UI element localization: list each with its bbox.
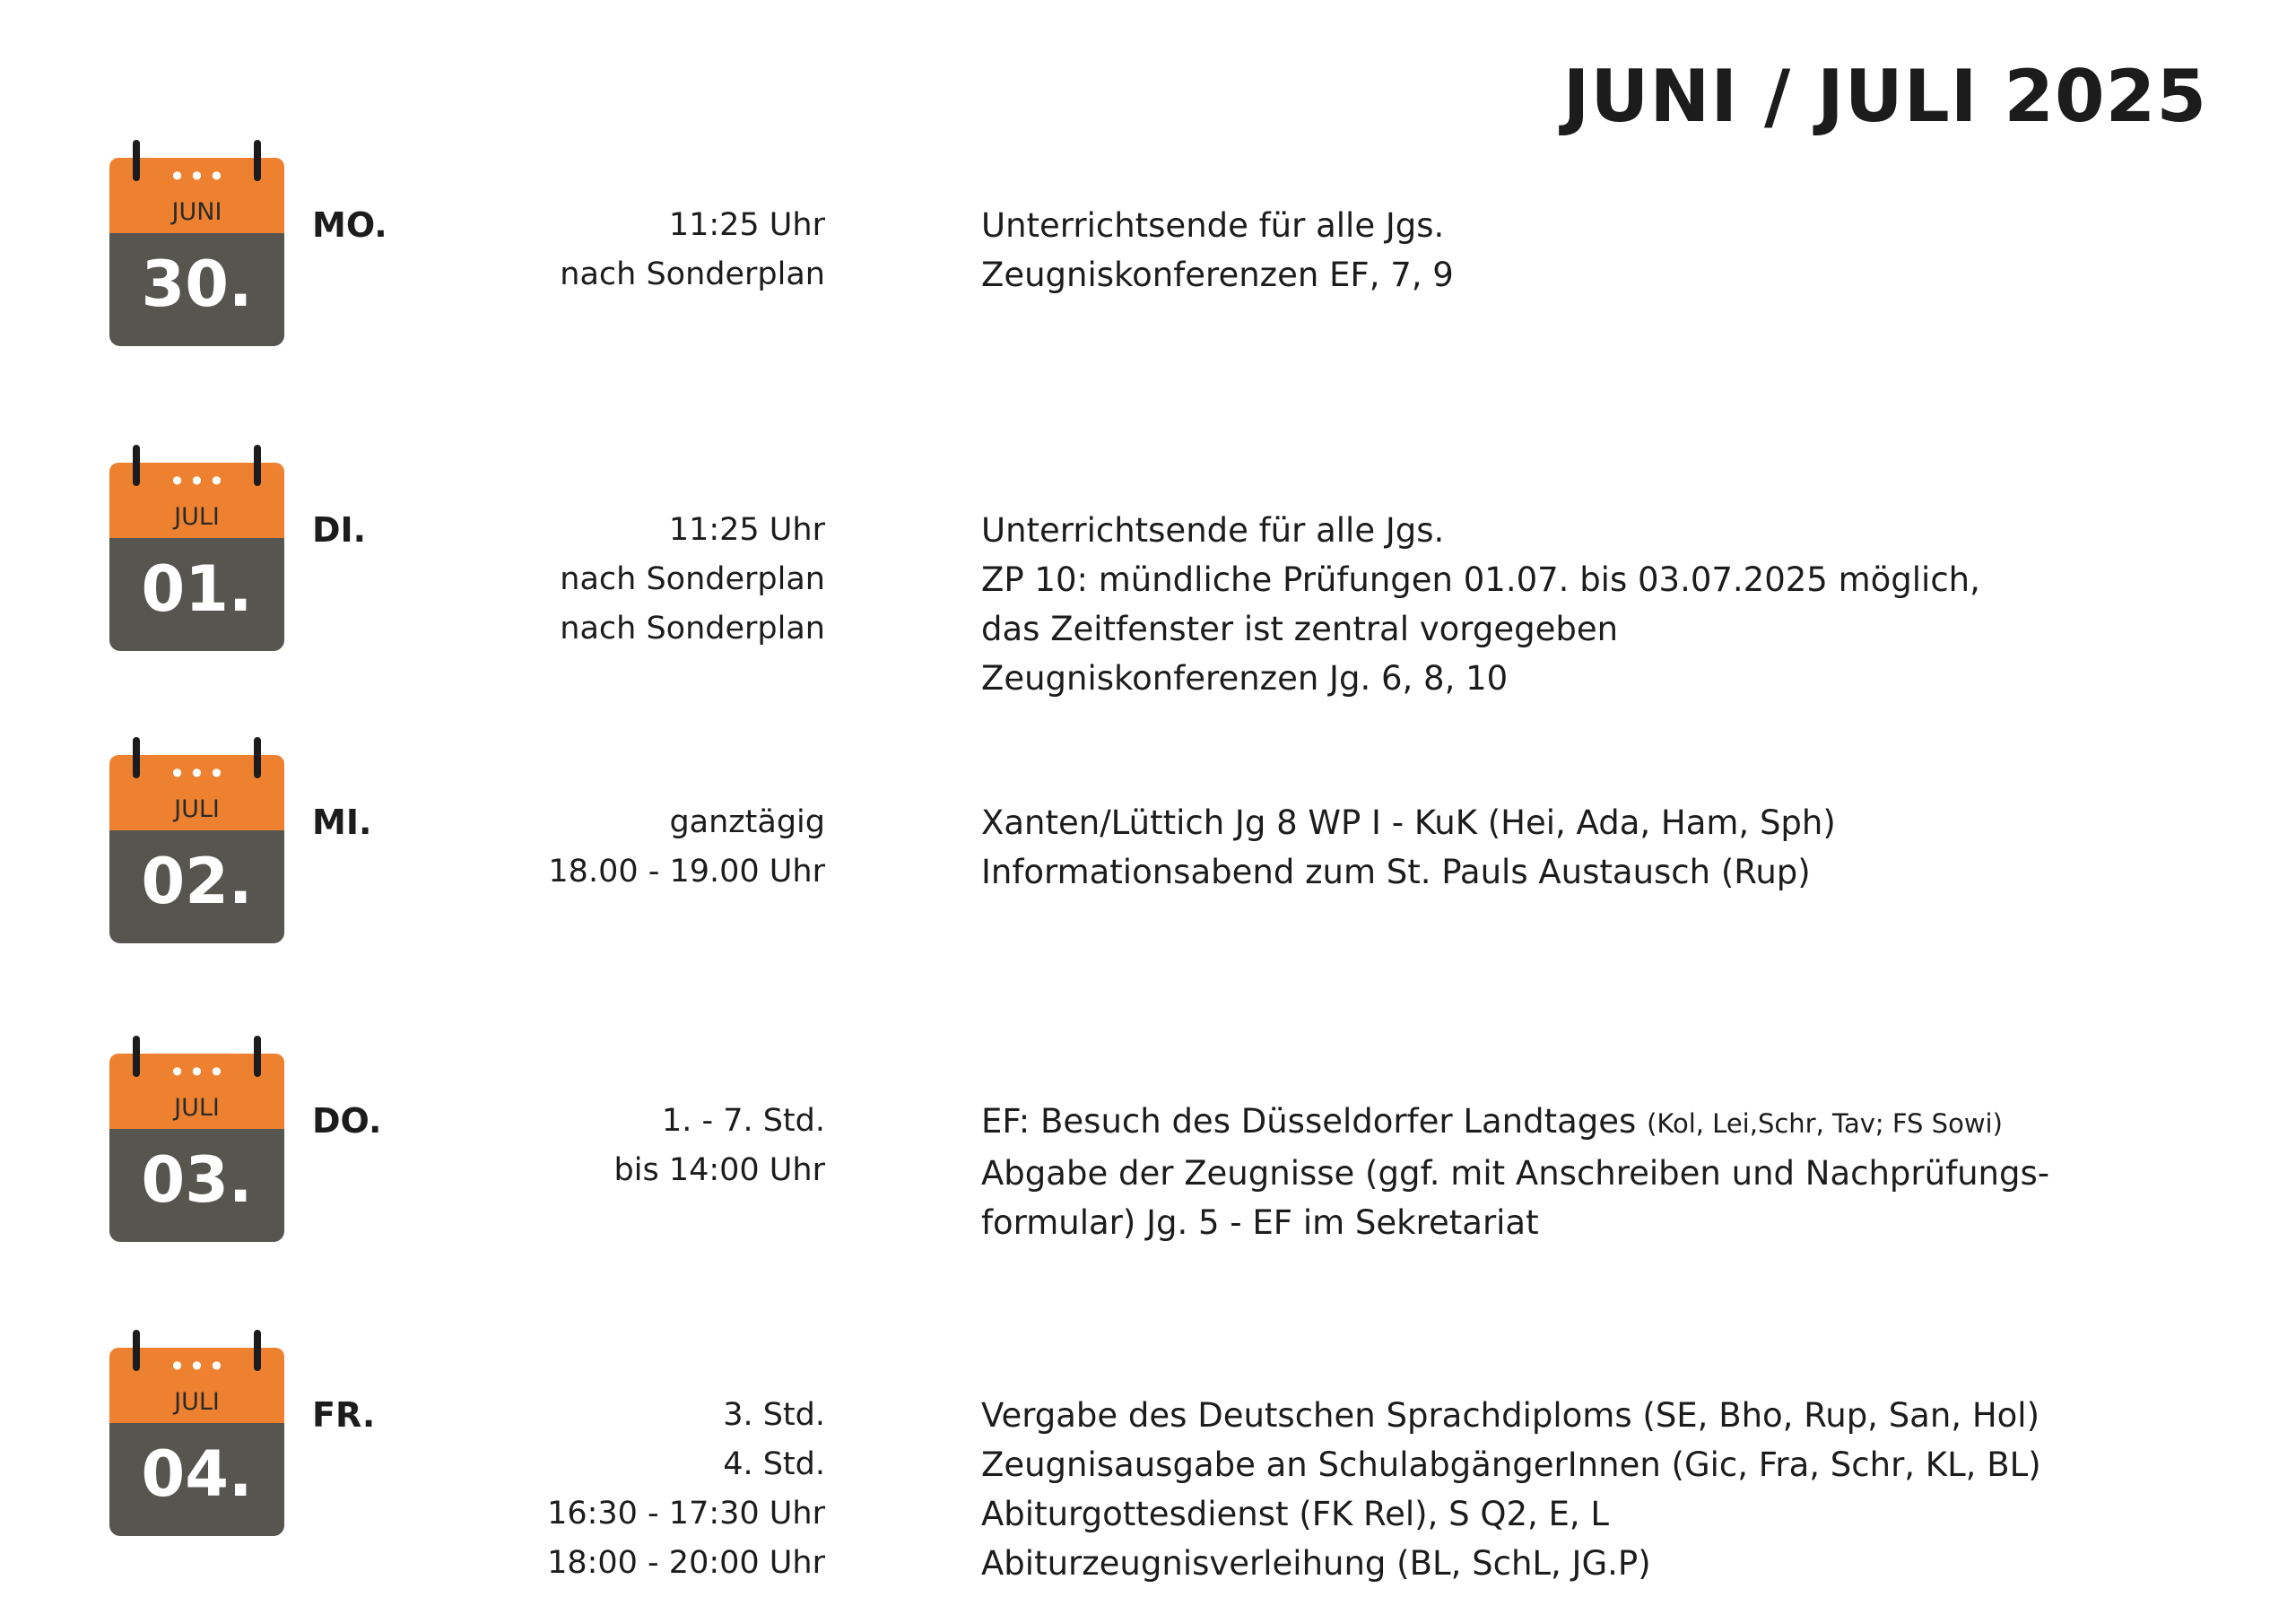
event-item: Zeugniskonferenzen EF, 7, 9 — [981, 256, 1454, 294]
time-item: ganztägig — [669, 804, 825, 840]
time-column — [614, 1097, 825, 1195]
time-item: nach Sonderplan — [560, 561, 825, 597]
calendar-ring-icon — [133, 140, 140, 181]
calendar-ring-icon — [254, 1036, 261, 1077]
time-column — [560, 201, 825, 299]
event-item-text: EF: Besuch des Düsseldorfer Landtages — [981, 1102, 1648, 1141]
time-item: 11:25 Uhr — [668, 207, 825, 243]
weekday-label: DO. — [312, 1101, 382, 1141]
calendar-ring-icon — [254, 1330, 261, 1371]
calendar-body — [109, 1129, 284, 1242]
time-item: 16:30 - 17:30 Uhr — [547, 1496, 825, 1532]
calendar-dots-icon: ••• — [171, 1349, 231, 1383]
time-item: 4. Std. — [723, 1446, 825, 1482]
event-item: Abiturgottesdienst (FK Rel), S Q2, E, L — [981, 1495, 1610, 1533]
calendar-day: 02. — [141, 845, 253, 918]
calendar-ring-icon — [133, 445, 140, 486]
time-column — [548, 798, 825, 897]
calendar-dots-icon: ••• — [171, 159, 231, 193]
calendar-icon — [109, 755, 284, 943]
weekday-label: DI. — [312, 510, 367, 550]
event-item — [981, 1097, 2049, 1149]
calendar-day: 01. — [141, 552, 253, 626]
event-item: ZP 10: mündliche Prüfungen 01.07. bis 03.07.2025 möglich, — [981, 560, 1980, 599]
event-item: formular) Jg. 5 - EF im Sekretariat — [981, 1203, 1539, 1242]
calendar-day: 04. — [141, 1437, 253, 1511]
event-column — [981, 798, 1836, 897]
calendar-ring-icon — [254, 140, 261, 181]
calendar-ring-icon — [133, 1330, 140, 1371]
calendar-ring-icon — [133, 1036, 140, 1077]
calendar-day: 03. — [141, 1143, 253, 1217]
calendar-body — [109, 233, 284, 346]
event-column — [981, 201, 1454, 299]
calendar-ring-icon — [133, 737, 140, 778]
calendar-body — [109, 538, 284, 651]
calendar-body — [109, 1423, 284, 1536]
time-column — [560, 506, 825, 654]
calendar-icon — [109, 463, 284, 651]
calendar-day: 30. — [141, 247, 253, 321]
event-item: Zeugniskonferenzen Jg. 6, 8, 10 — [981, 659, 1509, 698]
event-column — [981, 1391, 2041, 1588]
event-item: Abiturzeugnisverleihung (BL, SchL, JG.P) — [981, 1544, 1651, 1583]
calendar-ring-icon — [254, 445, 261, 486]
event-item-note: (Kol, Lei,Schr, Tav; FS Sowi) — [1647, 1108, 2003, 1139]
time-item: 18.00 - 19.00 Uhr — [548, 854, 825, 890]
calendar-month: JUNI — [171, 198, 222, 226]
event-item: Abgabe der Zeugnisse (ggf. mit Anschreiben und Nachprüfungs- — [981, 1154, 2050, 1193]
time-item: nach Sonderplan — [560, 256, 825, 292]
event-column — [981, 506, 1980, 703]
weekday-label: FR. — [312, 1395, 376, 1435]
calendar-month: JULI — [174, 503, 220, 531]
event-item: Informationsabend zum St. Pauls Austausch (Rup) — [981, 853, 1811, 891]
page-title: JUNI / JULI 2025 — [1562, 55, 2207, 138]
calendar-dots-icon: ••• — [171, 464, 231, 498]
event-item: das Zeitfenster ist zentral vorgegeben — [981, 610, 1619, 648]
time-item: 1. - 7. Std. — [661, 1103, 825, 1139]
time-item: bis 14:00 Uhr — [613, 1152, 825, 1188]
calendar-month: JULI — [174, 1094, 220, 1122]
calendar-ring-icon — [254, 737, 261, 778]
calendar-month: JULI — [174, 795, 220, 823]
event-item: Zeugnisausgabe an SchulabgängerInnen (Gic, Fra, Schr, KL, BL) — [981, 1445, 2041, 1484]
calendar-icon — [109, 158, 284, 346]
time-item: 18:00 - 20:00 Uhr — [547, 1545, 825, 1581]
calendar-month: JULI — [174, 1388, 220, 1416]
event-item: Unterrichtsende für alle Jgs. — [981, 511, 1445, 550]
calendar-icon — [109, 1348, 284, 1536]
weekday-label: MO. — [312, 205, 387, 245]
weekday-label: MI. — [312, 803, 372, 842]
event-column — [981, 1097, 2049, 1247]
calendar-icon — [109, 1054, 284, 1242]
event-item: Unterrichtsende für alle Jgs. — [981, 206, 1445, 245]
event-item: Vergabe des Deutschen Sprachdiploms (SE, Bho, Rup, San, Hol) — [981, 1396, 2040, 1435]
calendar-dots-icon: ••• — [171, 1055, 231, 1089]
event-item: Xanten/Lüttich Jg 8 WP I - KuK (Hei, Ada, Ham, Sph) — [981, 803, 1836, 842]
time-item: nach Sonderplan — [560, 611, 825, 647]
time-column — [547, 1391, 825, 1588]
time-item: 11:25 Uhr — [668, 512, 825, 548]
calendar-body — [109, 830, 284, 943]
calendar-dots-icon: ••• — [171, 756, 231, 790]
time-item: 3. Std. — [723, 1397, 825, 1433]
